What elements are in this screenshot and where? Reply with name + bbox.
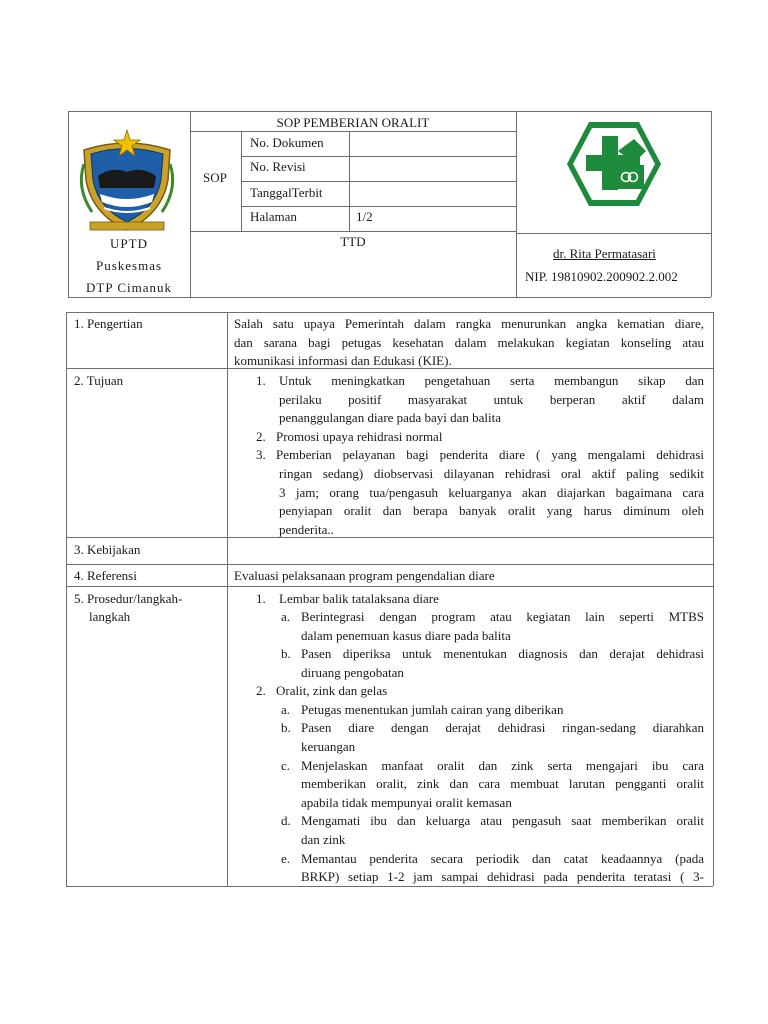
field-label-no-dokumen: No. Dokumen (250, 135, 324, 150)
crest-icon (70, 118, 184, 234)
tujuan-label: 2. Tujuan (74, 373, 124, 388)
prosedur-2c-letter: c. (281, 758, 291, 773)
tujuan-item-3-line-2: ringan sedang) diobservasi dilayanan rehidrasi oral aktif paling sedikit (279, 466, 704, 481)
tujuan-item-1-line-1: Untuk meningkatkan pengetahuan serta membangun sikap dan (279, 373, 704, 388)
prosedur-1b-letter: b. (281, 646, 291, 661)
prosedur-2d-line-1: Mengamati ibu dan keluarga atau pengasuh saat memberikan oralit (301, 813, 704, 828)
prosedur-section-2-num: 2. (256, 683, 266, 698)
kebijakan-label: 3. Kebijakan (74, 542, 141, 557)
tujuan-item-1-line-3: penanggulangan diare pada bayi dan balita (279, 410, 501, 425)
prosedur-section-2-title: Oralit, zink dan gelas (276, 683, 388, 698)
prosedur-2e-line-1: Memantau penderita secara periodik dan catat keadaannya (pada (301, 851, 704, 866)
tujuan-item-1-num: 1. (256, 373, 266, 388)
prosedur-1a-line-2: dalam penemuan kasus diare pada balita (301, 628, 511, 643)
prosedur-2e-line-2: BRKP) setiap 1-2 jam sampai dehidrasi pada penderita teratasi ( 3- (301, 869, 704, 884)
referensi-value: Evaluasi pelaksanaan program pengendalian diare (234, 568, 495, 583)
pengertian-line-3: komunikasi informasi dan Edukasi (KIE). (234, 353, 452, 368)
field-label-no-revisi: No. Revisi (250, 159, 306, 174)
prosedur-2a-letter: a. (281, 702, 291, 717)
puskesmas-logo (564, 119, 664, 209)
tujuan-item-2-num: 2. (256, 429, 266, 444)
prosedur-section-1-title: Lembar balik tatalaksana diare (279, 591, 439, 606)
regency-crest-logo (70, 118, 184, 234)
tujuan-item-3-line-5: penderita.. (279, 522, 334, 537)
signer-name: dr. Rita Permatasari (553, 246, 656, 261)
signer-nip: NIP. 19810902.200902.2.002 (525, 269, 678, 284)
prosedur-2e-letter: e. (281, 851, 291, 866)
prosedur-2d-line-2: dan zink (301, 832, 346, 847)
prosedur-label-line-1: 5. Prosedur/langkah- (74, 591, 183, 606)
prosedur-label-line-2: langkah (89, 609, 131, 624)
pengertian-line-2: dan sarana bagi petugas kesehatan dalam melakukan kegiatan konseling atau (234, 335, 704, 350)
tujuan-item-1-line-2: perilaku positif masyarakat untuk berperan aktif dalam (279, 392, 704, 407)
field-label-halaman: Halaman (250, 209, 297, 224)
prosedur-1b-line-2: diruang pengobatan (301, 665, 404, 680)
tujuan-item-3-num: 3. (256, 447, 266, 462)
tujuan-item-2-line-1: Promosi upaya rehidrasi normal (276, 429, 443, 444)
prosedur-1a-line-1: Berintegrasi dengan program atau kegiatan lain seperti MTBS (301, 609, 704, 624)
referensi-label: 4. Referensi (74, 568, 137, 583)
prosedur-1a-letter: a. (281, 609, 291, 624)
ttd-label: TTD (340, 234, 366, 249)
prosedur-2a-line-1: Petugas menentukan jumlah cairan yang diberikan (301, 702, 564, 717)
sop-label: SOP (203, 170, 227, 185)
tujuan-item-3-line-3: 3 jam; orang tua/pengasuh keluarganya akan diajarkan bagaimana cara (279, 485, 704, 500)
prosedur-2c-line-3: apabila tidak mempunyai oralit kemasan (301, 795, 512, 810)
prosedur-2c-line-1: Menjelaskan manfaat oralit dan zink serta mengajari ibu cara (301, 758, 704, 773)
document-title: SOP PEMBERIAN ORALIT (276, 115, 430, 130)
prosedur-2b-line-1: Pasen diare dengan derajat dehidrasi ringan-sedang diarahkan (301, 720, 704, 735)
field-value-halaman: 1/2 (356, 209, 373, 224)
puskesmas-cross-icon (564, 119, 664, 209)
prosedur-2c-line-2: memberikan oralit, zink dan cara membuat larutan pengganti oralit (301, 776, 704, 791)
pengertian-line-1: Salah satu upaya Pemerintah dalam rangka menurunkan angka kematian diare, (234, 316, 704, 331)
org-line-1: UPTD (110, 236, 148, 251)
org-line-2: Puskesmas (95, 258, 163, 273)
pengertian-label: 1. Pengertian (74, 316, 143, 331)
prosedur-1b-line-1: Pasen diperiksa untuk menentukan diagnosis dan derajat dehidrasi (301, 646, 704, 661)
prosedur-2b-line-2: keruangan (301, 739, 356, 754)
org-line-3: DTP Cimanuk (86, 280, 172, 295)
prosedur-section-1-num: 1. (256, 591, 266, 606)
field-label-tanggal-terbit: TanggalTerbit (250, 185, 323, 200)
prosedur-2d-letter: d. (281, 813, 291, 828)
tujuan-item-3-line-4: penyiapan oralit dan berapa banyak oralit yang harus diminum oleh (279, 503, 704, 518)
prosedur-2b-letter: b. (281, 720, 291, 735)
tujuan-item-3-line-1: Pemberian pelayanan bagi penderita diare ( yang mengalami dehidrasi (276, 447, 704, 462)
